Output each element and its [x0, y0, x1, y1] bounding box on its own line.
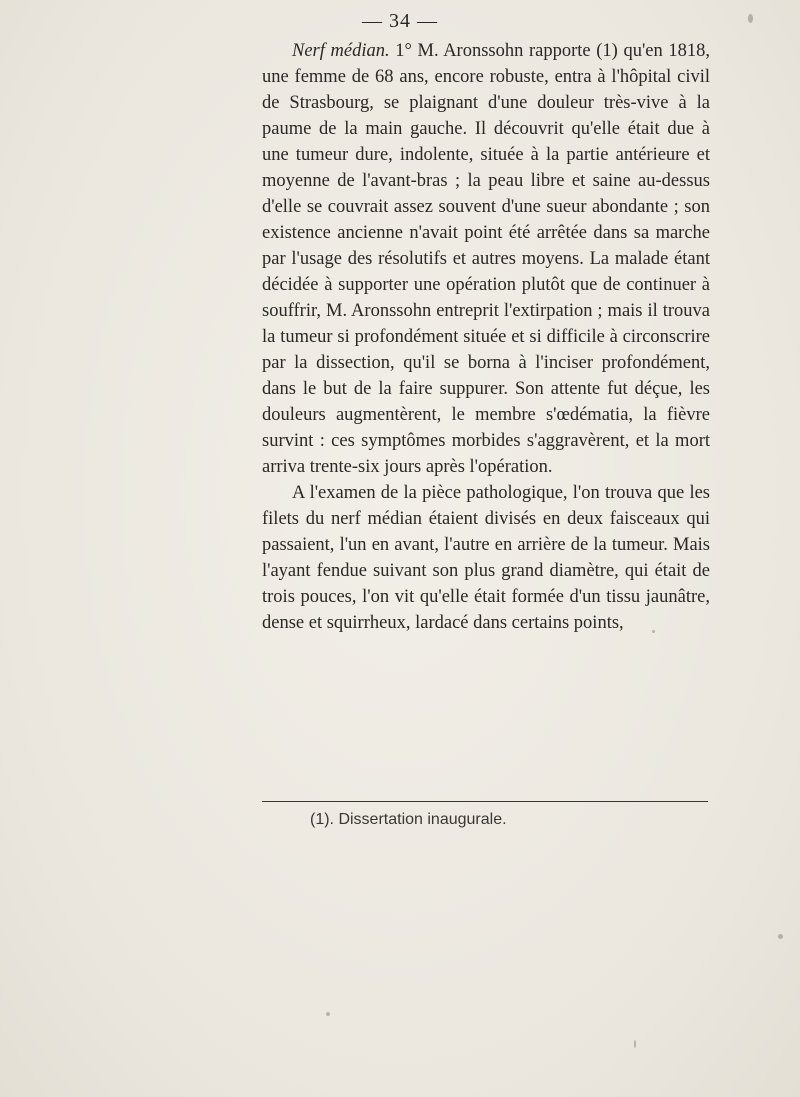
page-number: — 34 — [362, 10, 438, 32]
scan-speck [634, 1040, 636, 1048]
body-text [262, 38, 710, 636]
section-lead: Nerf médian. [292, 41, 390, 61]
scan-speck [652, 630, 655, 633]
paragraph-2-text: A l'examen de la pièce pathologique, l'on trouva que les filets du nerf médian étaient divisés en deux faisceaux qui passaient, l'un en avant, l'autre en arrière de la tumeur. Mais l'ayant fendue suivant son plus grand diamètre, qui était de trois pouces, l'on vit qu'elle était formée d'un tissu jaunâtre, dense et squirrheux, lardacé dans certains points, [262, 483, 710, 633]
scan-speck [326, 1012, 330, 1016]
footnote: (1). Dissertation inaugurale. [310, 811, 507, 828]
paragraph-1 [262, 38, 710, 480]
paragraph-1-text: 1° M. Aronssohn rapporte (1) qu'en 1818, une femme de 68 ans, encore robuste, entra à l'hôpital civil de Strasbourg, se plaignant d'une douleur très-vive à la paume de la main gauche. Il découvrit qu'elle était due à une tumeur dure, indolente, située à la partie antérieure et moyenne de l'avant-bras ; la peau libre et saine au-dessus d'elle se couvrait assez souvent d'une sueur abondante ; son existence ancienne n'avait point été arrêtée dans sa marche par l'usage des résolutifs et autres moyens. La malade étant décidée à supporter une opération plutôt que de continuer à souffrir, M. Aronssohn entreprit l'extirpation ; mais il trouva la tumeur si profondément située et si difficile à circonscrire par la dissection, qu'il se borna à l'inciser profondément, dans le but de la faire suppurer. Son attente fut déçue, les douleurs augmentèrent, le membre s'œdématia, la fièvre survint : ces symptômes morbides s'aggravèrent, et la mort arriva trente-six jours après l'opération. [262, 41, 710, 477]
scan-speck [748, 14, 753, 23]
paragraph-2 [262, 480, 710, 636]
footnote-divider [262, 801, 708, 802]
scan-speck [778, 934, 783, 939]
